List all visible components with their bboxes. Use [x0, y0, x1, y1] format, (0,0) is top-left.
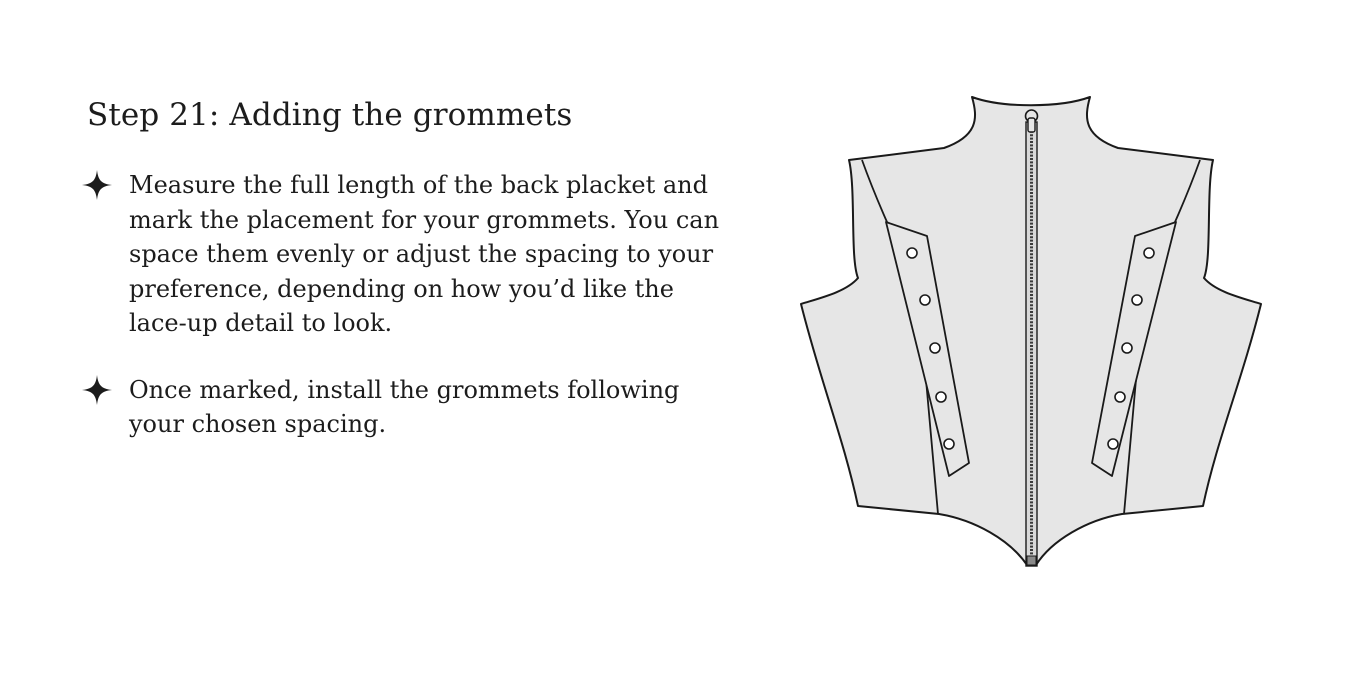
grommet: [1115, 392, 1125, 402]
center-zipper: [1026, 110, 1038, 566]
grommet: [944, 439, 954, 449]
garment-illustration: [795, 90, 1265, 572]
grommet: [907, 248, 917, 258]
instruction-text-1: Measure the full length of the back placket and mark the placement for your grommets. You can space them evenly or adjust the spacing to your preference, depending on how you’d like the lace-up detail to look.: [129, 171, 720, 337]
instruction-item: [87, 168, 727, 341]
instruction-text: [87, 92, 727, 474]
grommet: [1132, 295, 1142, 305]
instruction-text-2: Once marked, install the grommets following your chosen spacing.: [129, 375, 680, 438]
grommet: [936, 392, 946, 402]
four-point-star-icon: [80, 168, 114, 202]
step-title: Step 21: Adding the grommets: [87, 97, 573, 133]
grommet: [1108, 439, 1118, 449]
zipper-pull: [1026, 110, 1038, 132]
grommet: [920, 295, 930, 305]
four-point-star-icon: [80, 373, 114, 407]
instruction-item: [87, 373, 727, 442]
grommet: [930, 343, 940, 353]
instruction-list: [87, 168, 727, 442]
grommet: [1144, 248, 1154, 258]
grommet: [1122, 343, 1132, 353]
